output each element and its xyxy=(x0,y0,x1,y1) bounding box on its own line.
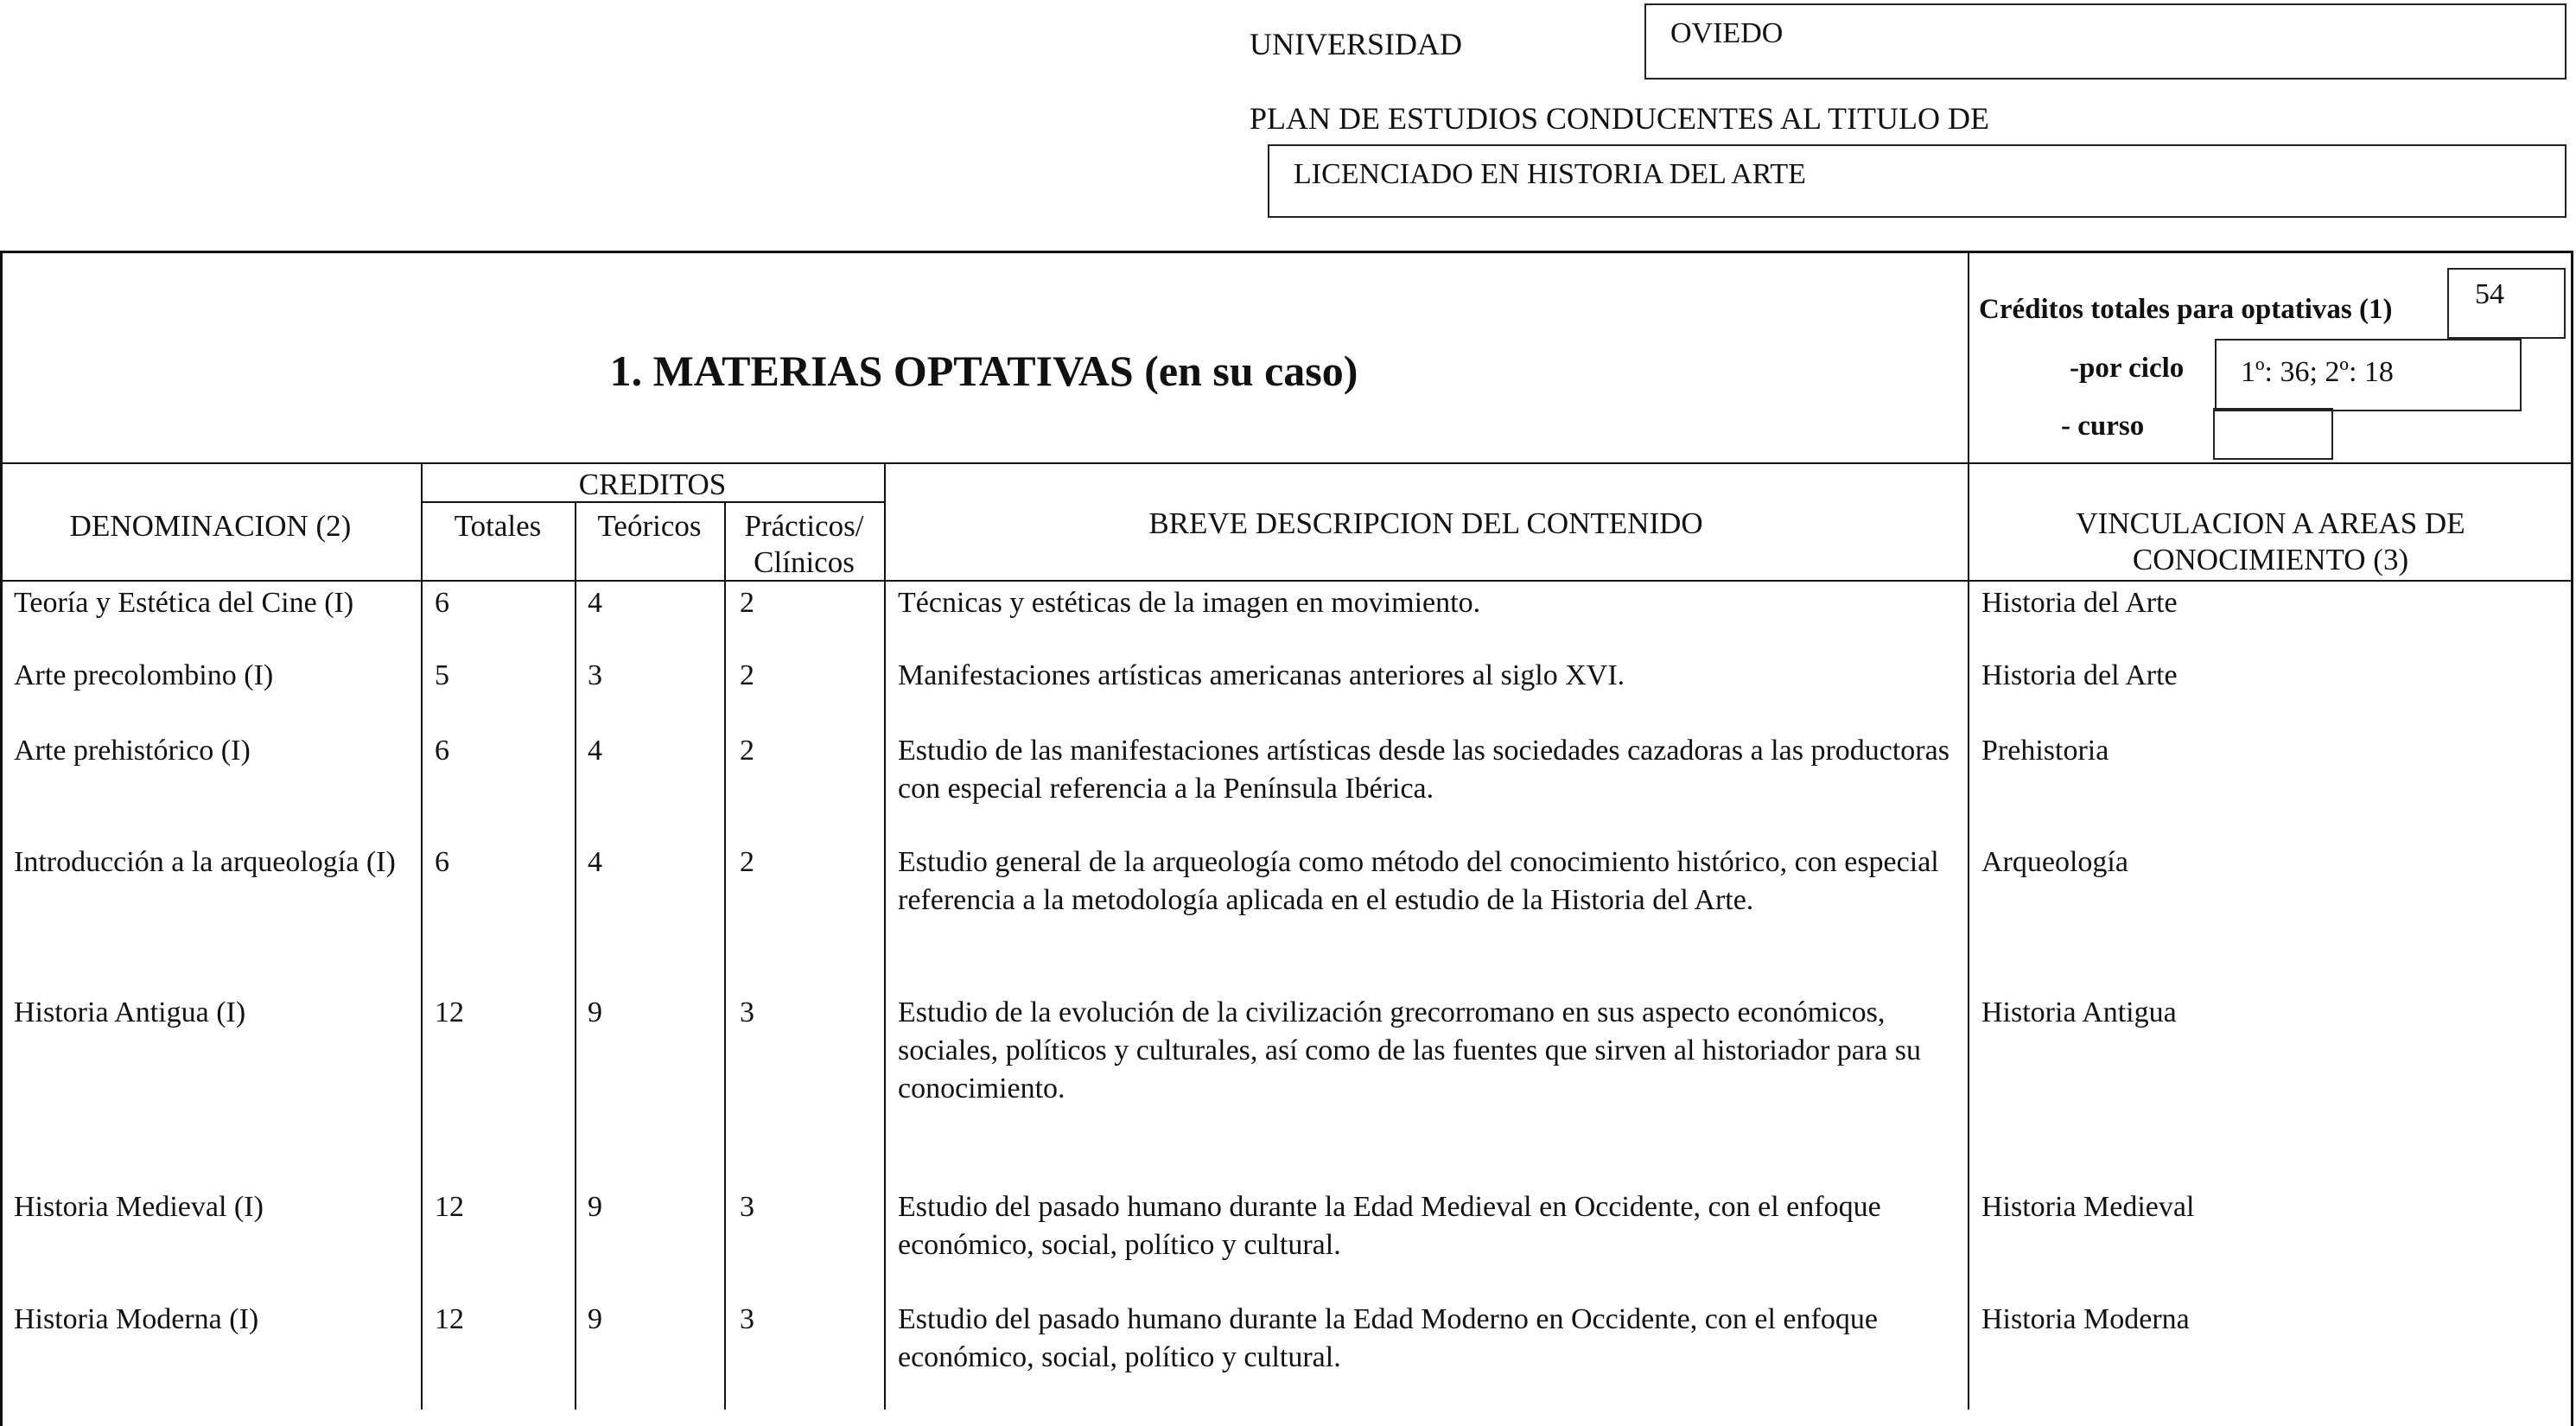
row-practicos: 2 xyxy=(740,587,754,619)
row-teoricos: 4 xyxy=(588,587,602,619)
row-practicos: 2 xyxy=(740,735,754,767)
row-teoricos: 4 xyxy=(588,735,602,767)
row-practicos: 3 xyxy=(740,996,754,1028)
creditos-totales-label: Créditos totales para optativas (1) xyxy=(1979,294,2393,325)
col-divider-4 xyxy=(884,462,886,1410)
row-teoricos: 9 xyxy=(588,1303,602,1335)
col-divider-1 xyxy=(421,462,423,1410)
col-header-vinculacion xyxy=(1968,506,2573,578)
universidad-label: UNIVERSIDAD xyxy=(1250,27,1462,61)
col-header-denominacion: DENOMINACION (2) xyxy=(69,509,352,543)
col-header-descripcion: BREVE DESCRIPCION DEL CONTENIDO xyxy=(1148,506,1703,540)
section-title: 1. MATERIAS OPTATIVAS (en su caso) xyxy=(609,347,1358,395)
row-descripcion: Estudio del pasado humano durante la Edad Moderno en Occidente, con el enfoque económico, social, político y cultural. xyxy=(898,1303,1878,1373)
por-ciclo-label: -por ciclo xyxy=(2070,353,2185,384)
col-header-totales: Totales xyxy=(454,509,542,543)
row-totales: 6 xyxy=(435,587,449,619)
row-area: Historia Medieval xyxy=(1981,1191,2195,1223)
header-bottom-rule xyxy=(0,580,2573,582)
row-area: Prehistoria xyxy=(1981,735,2109,767)
curso-field xyxy=(2213,408,2333,460)
universidad-value: OVIEDO xyxy=(1670,17,1784,49)
col-header-practicos xyxy=(724,508,884,581)
por-ciclo-value: 1º: 36; 2º: 18 xyxy=(2241,356,2394,388)
universidad-field xyxy=(1644,3,2566,80)
row-totales: 12 xyxy=(435,996,464,1028)
row-area: Historia Antigua xyxy=(1981,996,2177,1028)
row-practicos: 3 xyxy=(740,1191,754,1223)
row-totales: 12 xyxy=(435,1303,464,1335)
title-divider xyxy=(1968,251,1969,1410)
row-teoricos: 4 xyxy=(588,846,602,878)
row-denominacion: Historia Moderna (I) xyxy=(14,1303,259,1335)
col-header-teoricos: Teóricos xyxy=(597,509,702,543)
col-divider-2 xyxy=(575,501,576,1410)
col-header-practicos-line2: Clínicos xyxy=(754,545,855,579)
row-denominacion: Historia Medieval (I) xyxy=(14,1191,264,1223)
row-denominacion: Teoría y Estética del Cine (I) xyxy=(14,587,354,619)
row-area: Historia del Arte xyxy=(1981,587,2178,619)
row-practicos: 3 xyxy=(740,1303,754,1335)
row-teoricos: 9 xyxy=(588,996,602,1028)
row-totales: 6 xyxy=(435,735,449,767)
col-header-practicos-line1: Prácticos/ xyxy=(744,509,864,543)
row-descripcion: Estudio de la evolución de la civilización grecorromano en sus aspecto económicos, sociales, políticos y culturales, así como de las fuentes que sirven al historiador para su conocimiento. xyxy=(898,996,1922,1105)
row-area: Historia del Arte xyxy=(1981,659,2178,691)
row-teoricos: 9 xyxy=(588,1191,602,1223)
plan-label: PLAN DE ESTUDIOS CONDUCENTES AL TITULO DE xyxy=(1250,101,1989,136)
col-header-vinculacion-line2: CONOCIMIENTO (3) xyxy=(2132,543,2409,576)
row-totales: 6 xyxy=(435,846,449,878)
row-descripcion: Manifestaciones artísticas americanas anteriores al siglo XVI. xyxy=(898,659,1625,691)
por-ciclo-field xyxy=(2215,339,2522,411)
curso-label: - curso xyxy=(2061,411,2145,442)
creditos-totales-value: 54 xyxy=(2475,278,2504,310)
row-descripcion: Estudio general de la arqueología como método del conocimiento histórico, con especial referencia a la metodología aplicada en el estudio de la Historia del Arte. xyxy=(898,846,1939,916)
row-teoricos: 3 xyxy=(588,659,602,691)
col-header-creditos: CREDITOS xyxy=(578,468,727,501)
col-header-vinculacion-line1: VINCULACION A AREAS DE xyxy=(2076,506,2465,540)
row-descripcion: Estudio de las manifestaciones artísticas desde las sociedades cazadoras a las productoras con especial referencia a la Península Ibérica. xyxy=(898,735,1949,805)
row-totales: 12 xyxy=(435,1191,464,1223)
row-practicos: 2 xyxy=(740,846,754,878)
title-bottom-rule xyxy=(0,462,2573,464)
row-denominacion: Arte precolombino (I) xyxy=(14,659,274,691)
row-practicos: 2 xyxy=(740,659,754,691)
titulo-field xyxy=(1268,144,2566,218)
row-descripcion: Técnicas y estéticas de la imagen en movimiento. xyxy=(898,587,1481,619)
col-divider-3 xyxy=(724,501,726,1410)
row-area: Arqueología xyxy=(1981,846,2128,878)
titulo-value: LICENCIADO EN HISTORIA DEL ARTE xyxy=(1294,158,1806,190)
row-descripcion: Estudio del pasado humano durante la Edad Medieval en Occidente, con el enfoque económico, social, político y cultural. xyxy=(898,1191,1881,1261)
creditos-totales-field xyxy=(2447,268,2566,339)
row-totales: 5 xyxy=(435,659,449,691)
row-denominacion: Historia Antigua (I) xyxy=(14,996,246,1028)
row-area: Historia Moderna xyxy=(1981,1303,2190,1335)
row-denominacion: Arte prehistórico (I) xyxy=(14,735,251,767)
row-denominacion: Introducción a la arqueología (I) xyxy=(14,846,396,878)
